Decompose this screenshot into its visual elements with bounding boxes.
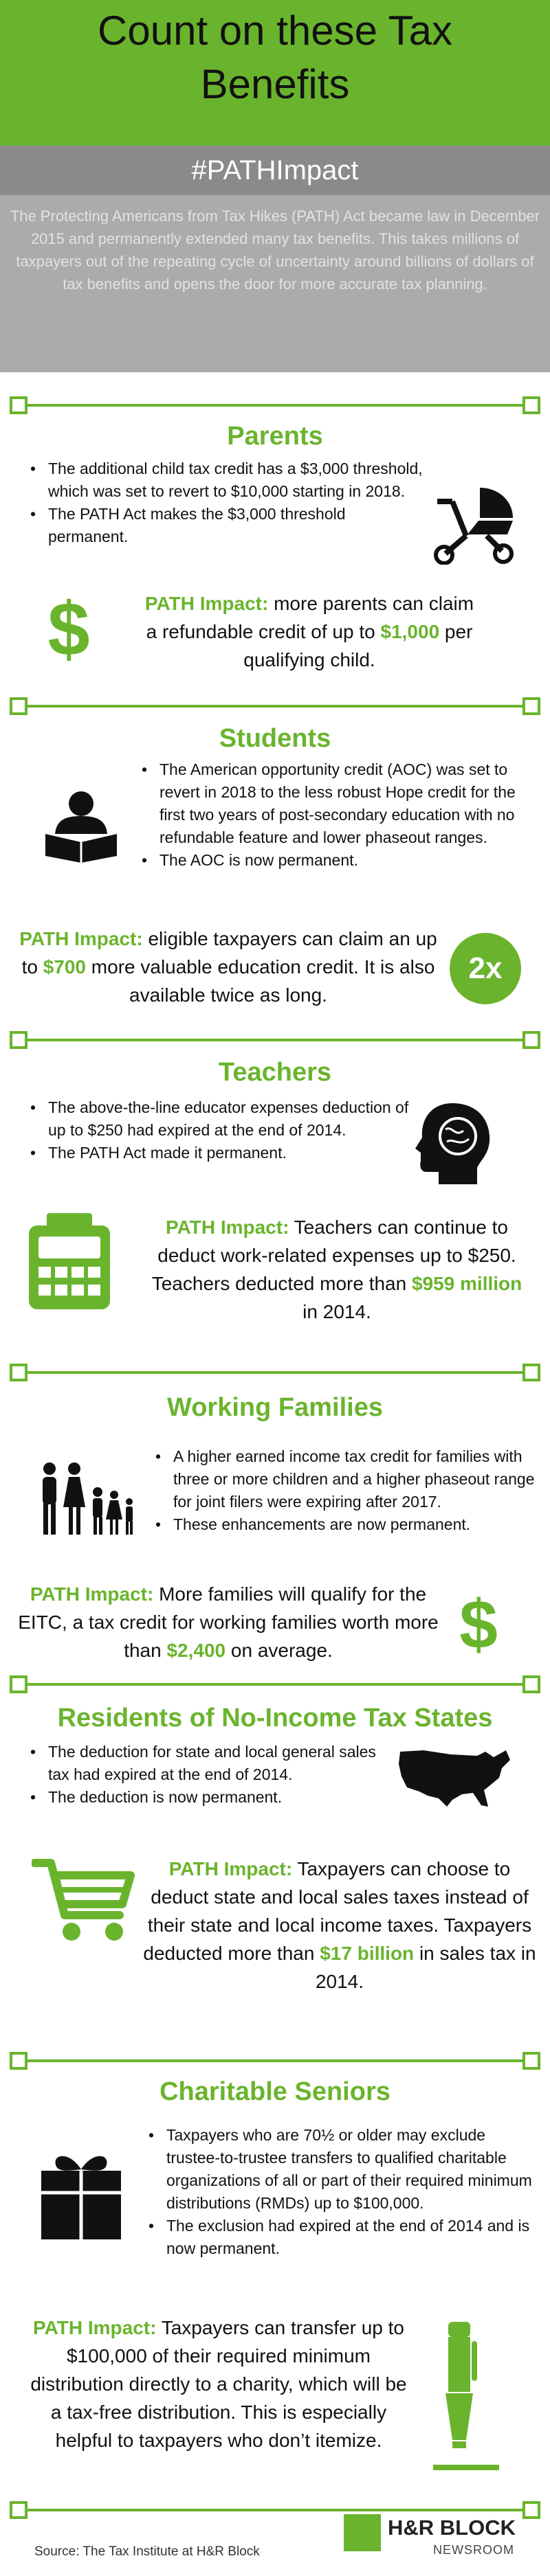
impact-text: more parents can claim a refundable credit of up to (146, 593, 474, 642)
brain-head-icon (411, 1099, 495, 1187)
dollar-icon: $ (459, 1586, 498, 1663)
impact-text: in 2014. (302, 1301, 371, 1322)
impact-text: more valuable education credit. It is also available twice as long. (86, 956, 435, 1006)
parents-impact (144, 589, 474, 674)
impact-text: More families will qualify for the EITC, a tax credit for working families worth more than (18, 1583, 439, 1661)
section-divider (10, 695, 540, 717)
stroller-icon (425, 482, 521, 565)
section-divider (10, 1029, 540, 1051)
section-divider (10, 1673, 540, 1695)
intro-text: The Protecting Americans from Tax Hikes (PATH) Act became law in December 2015 and permanently extended many tax benefits. This takes millions of taxpayers out of the repeating cycle of uncertainty around billions of dollars of tax benefits and opens the door for more accurate tax planning. (0, 195, 550, 372)
list-item: • The deduction is now permanent. (26, 1786, 397, 1809)
page-title (0, 4, 550, 111)
impact-text: on average. (226, 1640, 333, 1661)
section-divider (10, 394, 540, 416)
pen-icon (428, 2319, 503, 2476)
impact-label: PATH Impact: (165, 1217, 289, 1238)
impact-text: Taxpayers can choose to deduct state and local sales taxes instead of their state and local income taxes. Taxpayers deducted more than (143, 1858, 532, 1964)
impact-label: PATH Impact: (168, 1858, 293, 1879)
hrblock-logo (344, 2511, 522, 2561)
students-bullets (138, 758, 536, 872)
teachers-bullets (26, 1096, 411, 1164)
shopping-cart-icon (32, 1856, 135, 1944)
calculator-icon (29, 1213, 110, 1309)
no-income-tax-states-impact (142, 1855, 538, 1996)
section-title-no-income-tax-states: Residents of No-Income Tax States (57, 1704, 493, 1732)
list-item: • Taxpayers who are 70½ or older may exclude trustee-to-trustee transfers to qualified charitable organizations of all or part of their required minimum distributions (RMDs) up to $100,000. (144, 2124, 543, 2215)
impact-highlight: $959 million (411, 1273, 522, 1294)
logo-subtitle: NEWSROOM (433, 2543, 514, 2557)
dollar-icon: $ (47, 587, 90, 672)
section-title-working-families: Working Families (167, 1393, 383, 1422)
parents-bullets (26, 457, 425, 548)
impact-highlight: $1,000 (380, 621, 440, 642)
list-item: • These enhancements are now permanent. (151, 1513, 536, 1536)
impact-label: PATH Impact: (30, 1583, 154, 1605)
students-impact (15, 925, 441, 1009)
list-item: • The PATH Act makes the $3,000 threshold permanent. (26, 503, 425, 548)
reading-student-icon (40, 789, 122, 864)
list-item: • The American opportunity credit (AOC) was set to revert in 2018 to the less robust Hope credit for the first two years of post-secondary education with no refundable feature and lower phaseout ranges. (138, 758, 536, 849)
impact-label: PATH Impact: (33, 2317, 157, 2338)
working-families-impact (15, 1580, 441, 1664)
list-item: • The deduction for state and local general sales tax had expired at the end of 2014. (26, 1741, 397, 1786)
section-title-parents: Parents (227, 422, 323, 451)
impact-text: eligible taxpayers can claim an up to (21, 928, 437, 978)
charitable-seniors-bullets (144, 2124, 543, 2260)
logo-square-icon (344, 2514, 381, 2551)
list-item: • A higher earned income tax credit for families with three or more children and a higher phaseout range for joint filers were expiring after 2017. (151, 1445, 536, 1513)
teachers-impact (144, 1213, 529, 1326)
list-item: • The PATH Act made it permanent. (26, 1142, 411, 1164)
source-note: Source: The Tax Institute at H&R Block (34, 2544, 260, 2559)
logo-name: H&R BLOCK (388, 2516, 516, 2540)
section-title-charitable-seniors: Charitable Seniors (160, 2077, 390, 2106)
section-title-teachers: Teachers (218, 1058, 332, 1087)
list-item: • The above-the-line educator expenses deduction of up to $250 had expired at the end of 2014. (26, 1096, 411, 1142)
impact-highlight: $700 (43, 956, 87, 978)
impact-label: PATH Impact: (144, 593, 269, 614)
impact-label: PATH Impact: (19, 928, 143, 949)
section-title-students: Students (219, 724, 331, 753)
section-divider (10, 2050, 540, 2072)
charitable-seniors-impact (23, 2314, 414, 2454)
header-banner (0, 0, 550, 146)
impact-text: Taxpayers can transfer up to $100,000 of their required minimum distribution directly to a charity, which will be a tax-free distribution. This is especially helpful to taxpayers who don’t itemize. (30, 2317, 407, 2451)
impact-highlight: $2,400 (166, 1640, 226, 1661)
list-item: • The exclusion had expired at the end of 2014 and is now permanent. (144, 2215, 543, 2260)
hashtag-bar: #PATHImpact (0, 146, 550, 195)
list-item: • The AOC is now permanent. (138, 849, 536, 872)
impact-text: per qualifying child. (243, 621, 473, 670)
family-icon (34, 1462, 138, 1537)
twice-badge-icon: 2x (450, 933, 521, 1004)
list-item: • The additional child tax credit has a $3,000 threshold, which was set to revert to $10,000 starting in 2018. (26, 457, 425, 503)
usa-map-icon (396, 1745, 513, 1811)
section-divider (10, 1362, 540, 1383)
impact-text: Teachers can continue to deduct work-related expenses up to $250. Teachers deducted more than (151, 1217, 516, 1294)
gift-icon (41, 2146, 121, 2239)
impact-highlight: $17 billion (320, 1943, 415, 1964)
page-title-line1: Count on these Tax (98, 8, 452, 54)
page-title-line2: Benefits (200, 61, 350, 107)
working-families-bullets (151, 1445, 536, 1536)
no-income-tax-states-bullets (26, 1741, 397, 1809)
impact-text: in sales tax in 2014. (315, 1943, 536, 1992)
